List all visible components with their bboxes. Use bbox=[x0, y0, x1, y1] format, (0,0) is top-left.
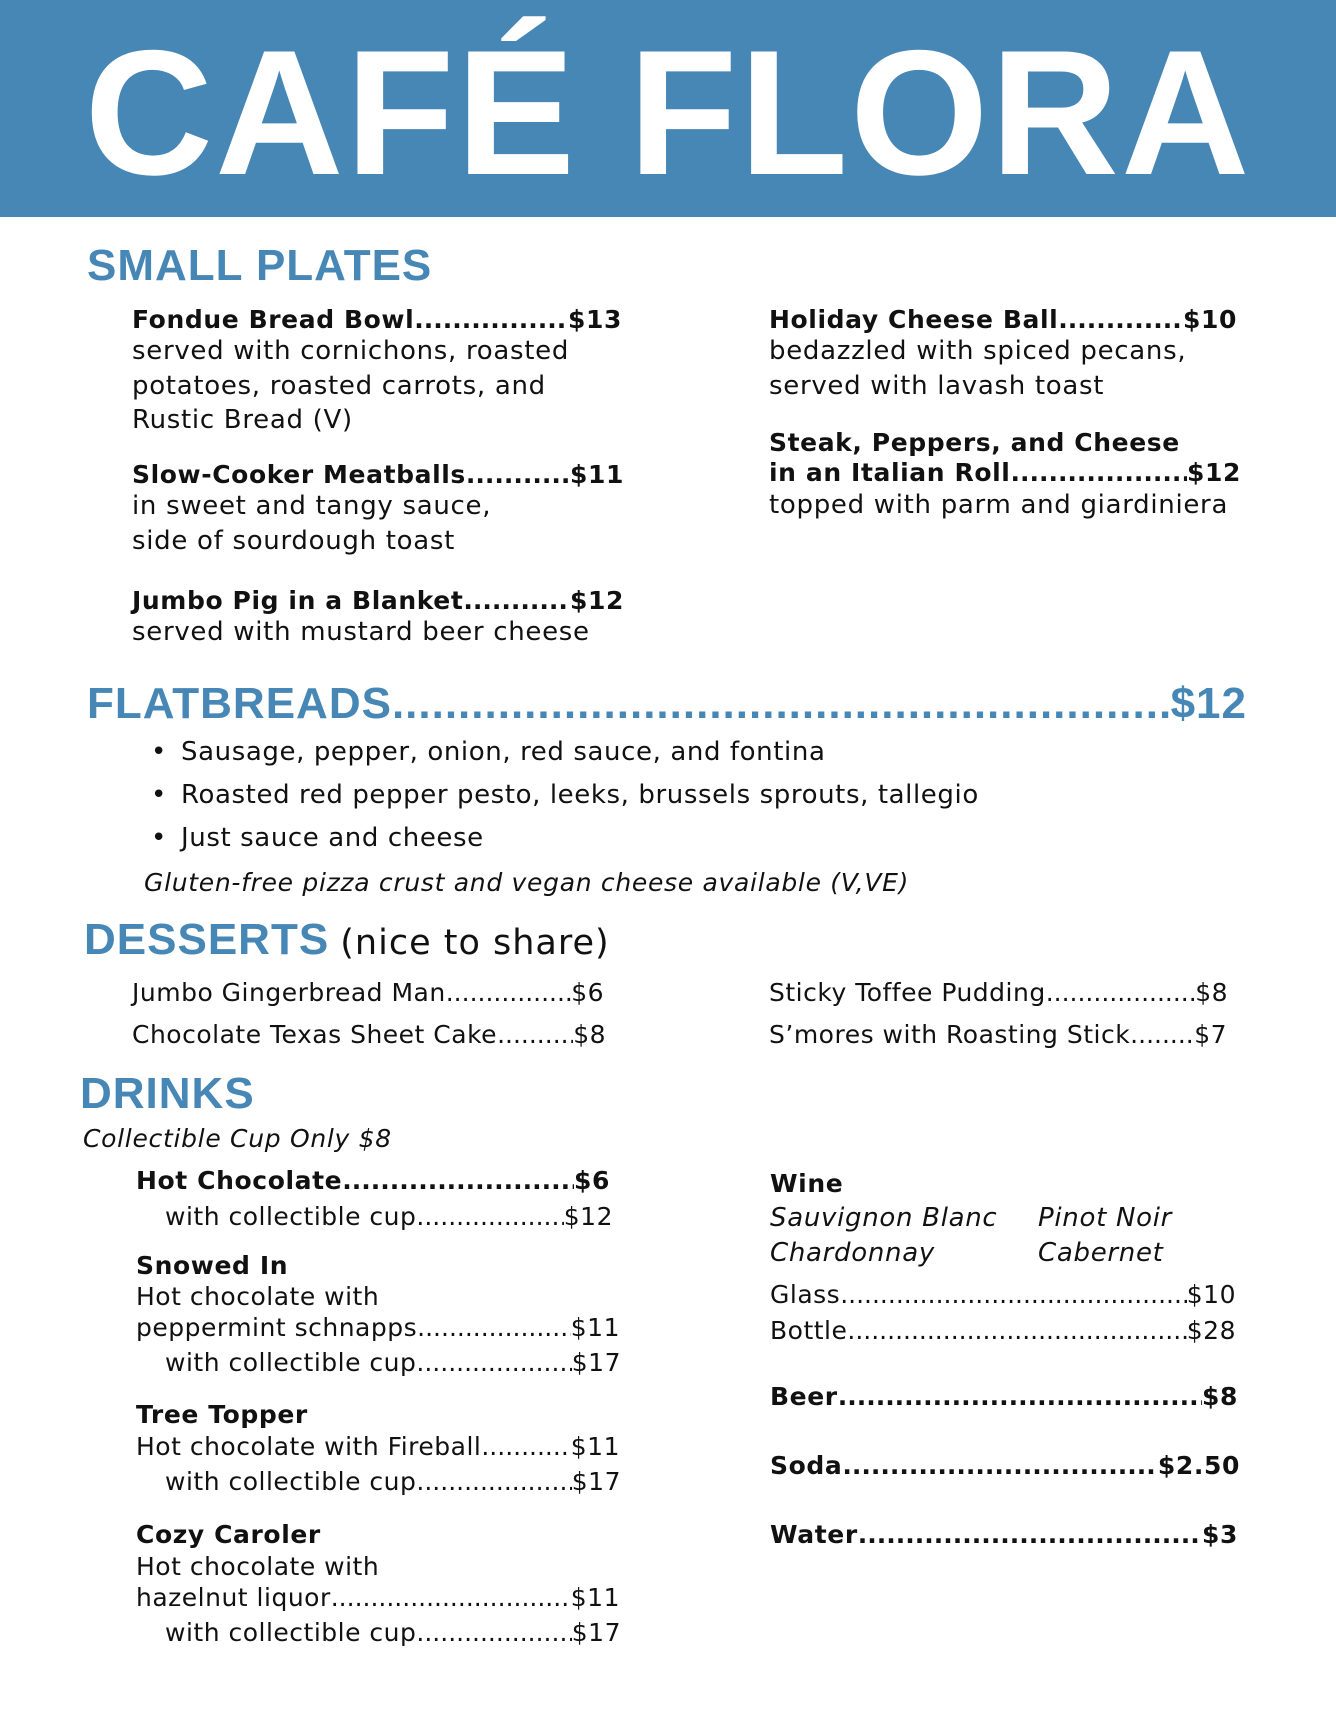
item-price: $10 bbox=[1183, 305, 1237, 334]
cup-label: with collectible cup bbox=[165, 1202, 417, 1231]
drink-price-row bbox=[136, 1429, 620, 1464]
menu-item-steak-roll bbox=[769, 428, 1241, 523]
dessert-item bbox=[132, 975, 604, 1010]
drink-price: $11 bbox=[570, 1313, 620, 1342]
item-price: $12 bbox=[1187, 458, 1241, 487]
drink-soda bbox=[770, 1450, 1240, 1482]
item-name: Slow-Cooker Meatballs bbox=[132, 460, 466, 489]
dessert-name: Sticky Toffee Pudding bbox=[769, 978, 1046, 1007]
drink-desc: hazelnut liquor bbox=[136, 1583, 331, 1612]
item-title-row bbox=[769, 458, 1241, 488]
cup-label: with collectible cup bbox=[165, 1618, 417, 1647]
item-desc: potatoes, roasted carrots, and bbox=[132, 370, 546, 401]
wine-bottle-price: $28 bbox=[1186, 1316, 1236, 1345]
item-price: $12 bbox=[570, 586, 624, 615]
drink-name: Tree Topper bbox=[136, 1400, 308, 1429]
header-banner bbox=[0, 0, 1336, 217]
item-desc: bedazzled with spiced pecans, bbox=[769, 336, 1187, 366]
menu-item-meatballs bbox=[132, 460, 624, 558]
drink-beer bbox=[770, 1381, 1238, 1413]
item-title-row bbox=[132, 586, 624, 615]
wine-glass-row bbox=[770, 1277, 1236, 1312]
drinks-note: Collectible Cup Only $8 bbox=[83, 1124, 392, 1153]
desserts-heading: DESSERTS bbox=[84, 915, 330, 964]
drink-name: Soda bbox=[770, 1451, 843, 1480]
dessert-price: $8 bbox=[1195, 978, 1228, 1007]
dessert-name: S’mores with Roasting Stick bbox=[769, 1020, 1131, 1049]
item-title-row bbox=[132, 460, 624, 489]
item-desc: served with mustard beer cheese bbox=[132, 617, 590, 647]
item-desc: side of sourdough toast bbox=[132, 525, 456, 556]
desserts-subheading: (nice to share) bbox=[340, 923, 610, 963]
dessert-price: $6 bbox=[571, 978, 604, 1007]
item-desc: served with cornichons, roasted bbox=[132, 336, 570, 366]
item-price: $11 bbox=[570, 460, 624, 489]
collectible-cup-row bbox=[165, 1464, 621, 1499]
item-name: Fondue Bread Bowl bbox=[132, 305, 415, 334]
drink-desc: peppermint schnapps bbox=[136, 1313, 418, 1342]
dessert-item bbox=[769, 1017, 1227, 1052]
item-name: Holiday Cheese Ball bbox=[769, 305, 1059, 334]
drink-price: $8 bbox=[1202, 1382, 1238, 1411]
cup-price: $17 bbox=[571, 1467, 621, 1496]
flatbreads-price: $12 bbox=[1170, 679, 1247, 728]
drink-hot-chocolate bbox=[136, 1165, 610, 1197]
menu-item-pig-in-blanket bbox=[132, 586, 624, 650]
drink-price: $2.50 bbox=[1157, 1451, 1240, 1480]
item-name-line1: Steak, Peppers, and Cheese bbox=[769, 428, 1180, 457]
flatbreads-heading: FLATBREADS bbox=[87, 679, 392, 728]
drink-price: $3 bbox=[1202, 1520, 1238, 1549]
drink-desc: Hot chocolate with bbox=[136, 1552, 380, 1581]
wine-glass-label: Glass bbox=[770, 1280, 841, 1309]
wine-heading: Wine bbox=[770, 1169, 844, 1198]
item-title-row bbox=[132, 305, 622, 334]
collectible-cup-row bbox=[165, 1345, 621, 1380]
cup-price: $17 bbox=[571, 1348, 621, 1377]
cup-price: $17 bbox=[571, 1618, 621, 1647]
drink-price: $11 bbox=[570, 1432, 620, 1461]
drinks-heading: DRINKS bbox=[80, 1069, 255, 1118]
drink-desc: Hot chocolate with bbox=[136, 1282, 380, 1311]
cafe-title: CAFÉ FLORA bbox=[84, 13, 1252, 212]
cup-label: with collectible cup bbox=[165, 1348, 417, 1377]
wine-varietal: Pinot Noir bbox=[1038, 1203, 1173, 1233]
dessert-name: Chocolate Texas Sheet Cake bbox=[132, 1020, 498, 1049]
dessert-price: $7 bbox=[1194, 1020, 1227, 1049]
flatbread-option: • Sausage, pepper, onion, red sauce, and fontina bbox=[181, 734, 825, 770]
dessert-name: Jumbo Gingerbread Man bbox=[132, 978, 446, 1007]
collectible-cup-row bbox=[165, 1199, 613, 1234]
item-name: in an Italian Roll bbox=[769, 458, 1011, 487]
drink-desc: Hot chocolate with Fireball bbox=[136, 1432, 482, 1461]
wine-bottle-row bbox=[770, 1313, 1236, 1348]
drink-water bbox=[770, 1519, 1238, 1551]
menu-item-cheese-ball bbox=[769, 305, 1237, 403]
cup-label: with collectible cup bbox=[165, 1467, 417, 1496]
desserts-heading-row bbox=[84, 912, 610, 977]
wine-glass-price: $10 bbox=[1186, 1280, 1236, 1309]
flatbread-option: • Roasted red pepper pesto, leeks, brussels sprouts, tallegio bbox=[181, 777, 979, 813]
drink-price-row bbox=[136, 1310, 620, 1345]
wine-varietal: Cabernet bbox=[1038, 1238, 1164, 1268]
drink-name: Beer bbox=[770, 1382, 838, 1411]
flatbreads-heading-row bbox=[87, 676, 1247, 732]
wine-varietal: Sauvignon Blanc bbox=[770, 1203, 998, 1233]
drink-name: Snowed In bbox=[136, 1251, 289, 1280]
collectible-cup-row bbox=[165, 1615, 621, 1650]
item-title-row bbox=[769, 305, 1237, 334]
wine-varietal: Chardonnay bbox=[770, 1238, 935, 1268]
item-name: Jumbo Pig in a Blanket bbox=[132, 586, 464, 615]
flatbread-note: Gluten-free pizza crust and vegan cheese available (V,VE) bbox=[144, 868, 910, 897]
drink-name: Cozy Caroler bbox=[136, 1520, 321, 1549]
item-price: $13 bbox=[568, 305, 622, 334]
flatbread-option: • Just sauce and cheese bbox=[181, 820, 484, 856]
item-desc: in sweet and tangy sauce, bbox=[132, 491, 492, 521]
item-desc: topped with parm and giardiniera bbox=[769, 490, 1229, 520]
dessert-item bbox=[769, 975, 1228, 1010]
dessert-price: $8 bbox=[573, 1020, 606, 1049]
wine-bottle-label: Bottle bbox=[770, 1316, 848, 1345]
item-desc: Rustic Bread (V) bbox=[132, 405, 353, 435]
cup-price: $12 bbox=[563, 1202, 613, 1231]
drink-price: $6 bbox=[574, 1166, 610, 1195]
dessert-item bbox=[132, 1017, 606, 1052]
drink-name: Hot Chocolate bbox=[136, 1166, 343, 1195]
small-plates-heading: SMALL PLATES bbox=[87, 241, 433, 290]
drink-price-row bbox=[136, 1580, 620, 1615]
menu-item-fondue bbox=[132, 305, 622, 438]
drink-name: Water bbox=[770, 1520, 858, 1549]
item-desc: served with lavash toast bbox=[769, 370, 1105, 401]
drink-price: $11 bbox=[570, 1583, 620, 1612]
